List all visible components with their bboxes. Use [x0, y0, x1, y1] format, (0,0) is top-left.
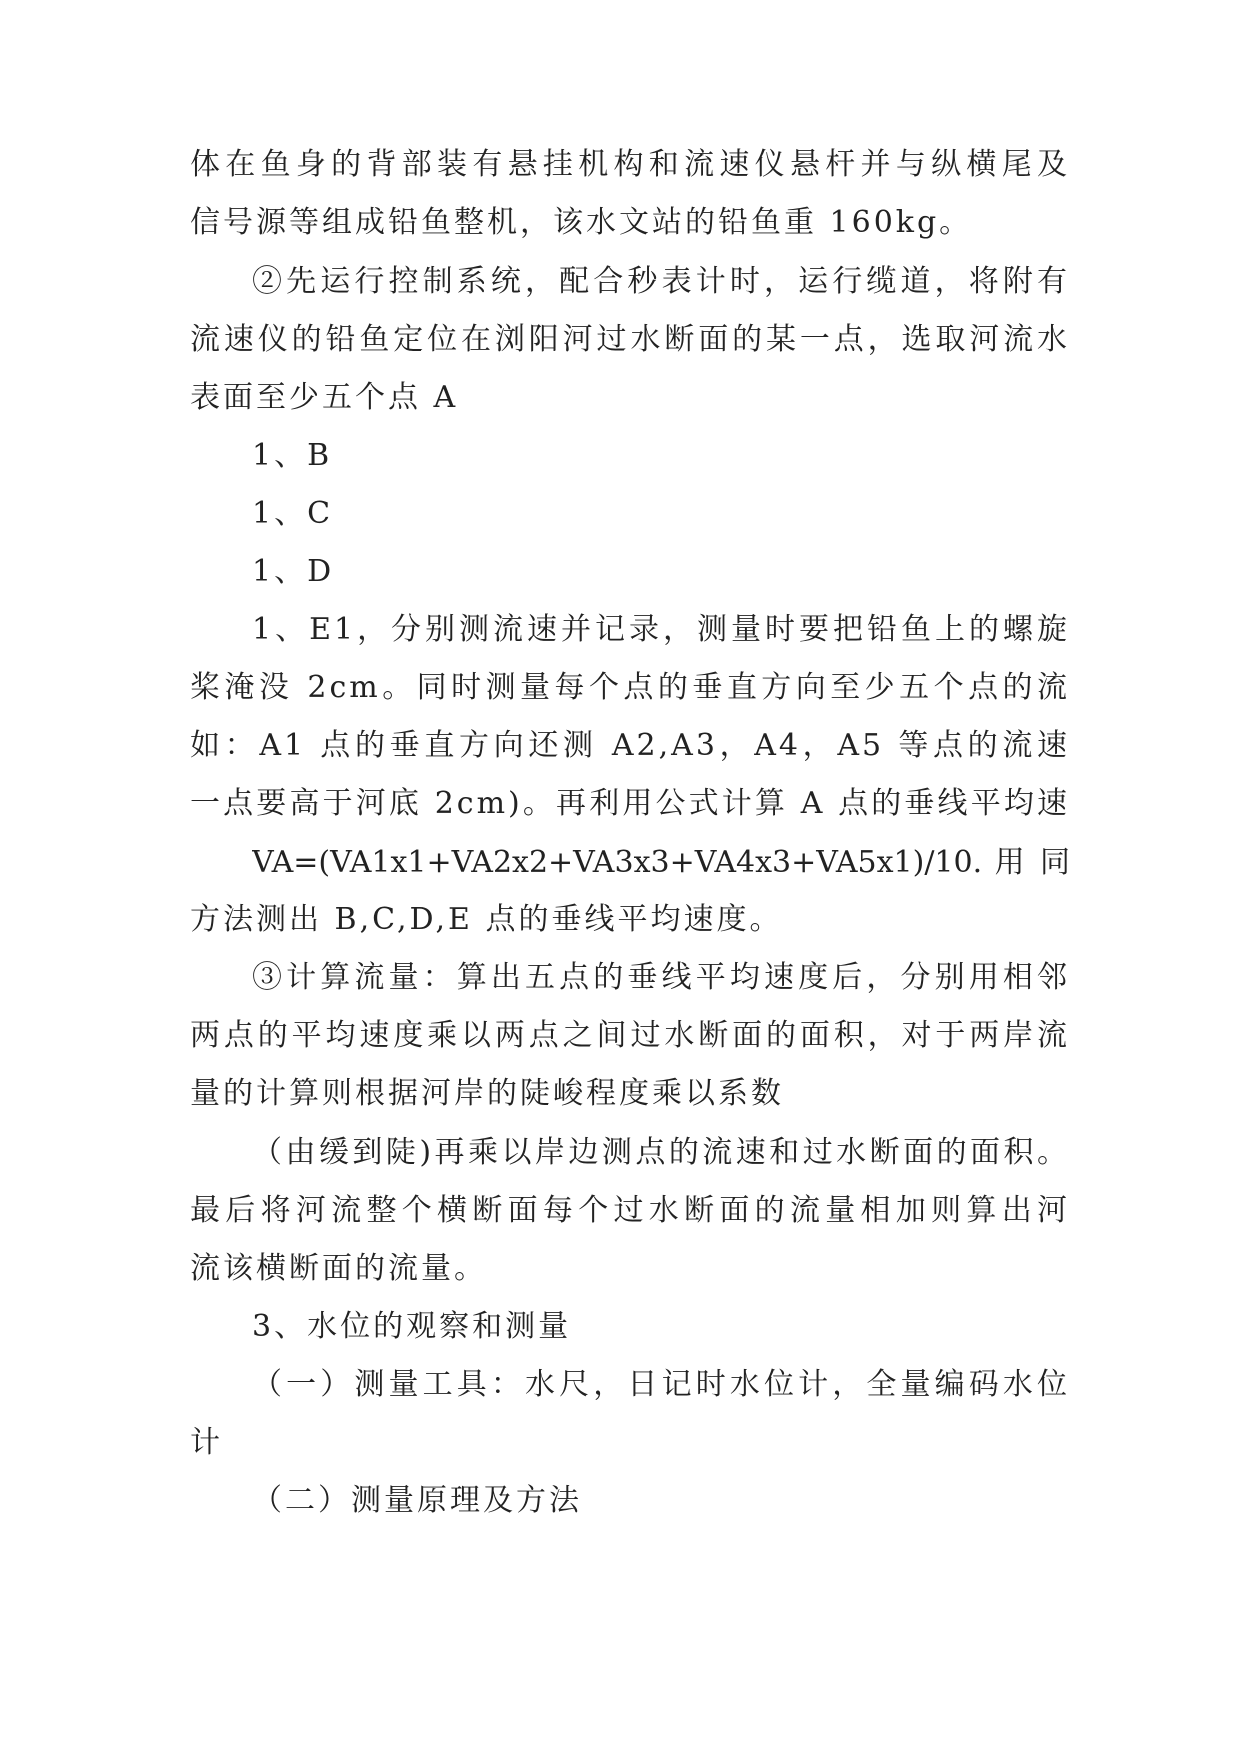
text-line-20: 流该横断面的流量。	[190, 1251, 487, 1286]
text-line-21: 3、水位的观察和测量	[252, 1309, 572, 1344]
text-line-18: （由缓到陡)再乘以岸边测点的流速和过水断面的面积。	[252, 1135, 1070, 1170]
text-line-23: 计	[190, 1425, 223, 1460]
text-line-22: （一）测量工具：水尺，日记时水位计，全量编码水位	[252, 1367, 1070, 1402]
text-line-15: ③计算流量：算出五点的垂线平均速度后，分别用相邻	[252, 960, 1070, 995]
text-line-14: 方法测出 B,C,D,E 点的垂线平均速度。	[190, 902, 783, 937]
text-line-19: 最后将河流整个横断面每个过水断面的流量相加则算出河	[190, 1193, 1070, 1228]
text-line-5: 表面至少五个点 A	[190, 380, 459, 415]
text-line-2: 信号源等组成铅鱼整机，该水文站的铅鱼重 160kg。	[190, 205, 973, 240]
text-line-10: 桨淹没 2cm。同时测量每个点的垂直方向至少五个点的流	[190, 670, 1070, 705]
text-line-6: 1、B	[252, 438, 333, 473]
text-line-24: （二）测量原理及方法	[252, 1483, 582, 1518]
text-line-11: 如：A1 点的垂直方向还测 A2,A3，A4，A5 等点的流速	[190, 728, 1070, 763]
text-line-3: ②先运行控制系统，配合秒表计时，运行缆道，将附有	[252, 264, 1070, 299]
text-line-16: 两点的平均速度乘以两点之间过水断面的面积，对于两岸流	[190, 1018, 1070, 1053]
text-line-9: 1、E1，分别测流速并记录，测量时要把铅鱼上的螺旋	[252, 612, 1070, 647]
text-line-17: 量的计算则根据河岸的陡峻程度乘以系数	[190, 1076, 784, 1111]
text-line-13: VA=(VA1x1+VA2x2+VA3x3+VA4x3+VA5x1)/10. 用 同	[252, 845, 1070, 880]
text-line-4: 流速仪的铅鱼定位在浏阳河过水断面的某一点，选取河流水	[190, 322, 1070, 357]
text-line-1: 体在鱼身的背部装有悬挂机构和流速仪悬杆并与纵横尾及	[190, 147, 1070, 182]
text-line-8: 1、D	[252, 554, 335, 589]
text-line-7: 1、C	[252, 496, 334, 531]
text-line-12: 一点要高于河底 2cm)。再利用公式计算 A 点的垂线平均速	[190, 786, 1070, 821]
